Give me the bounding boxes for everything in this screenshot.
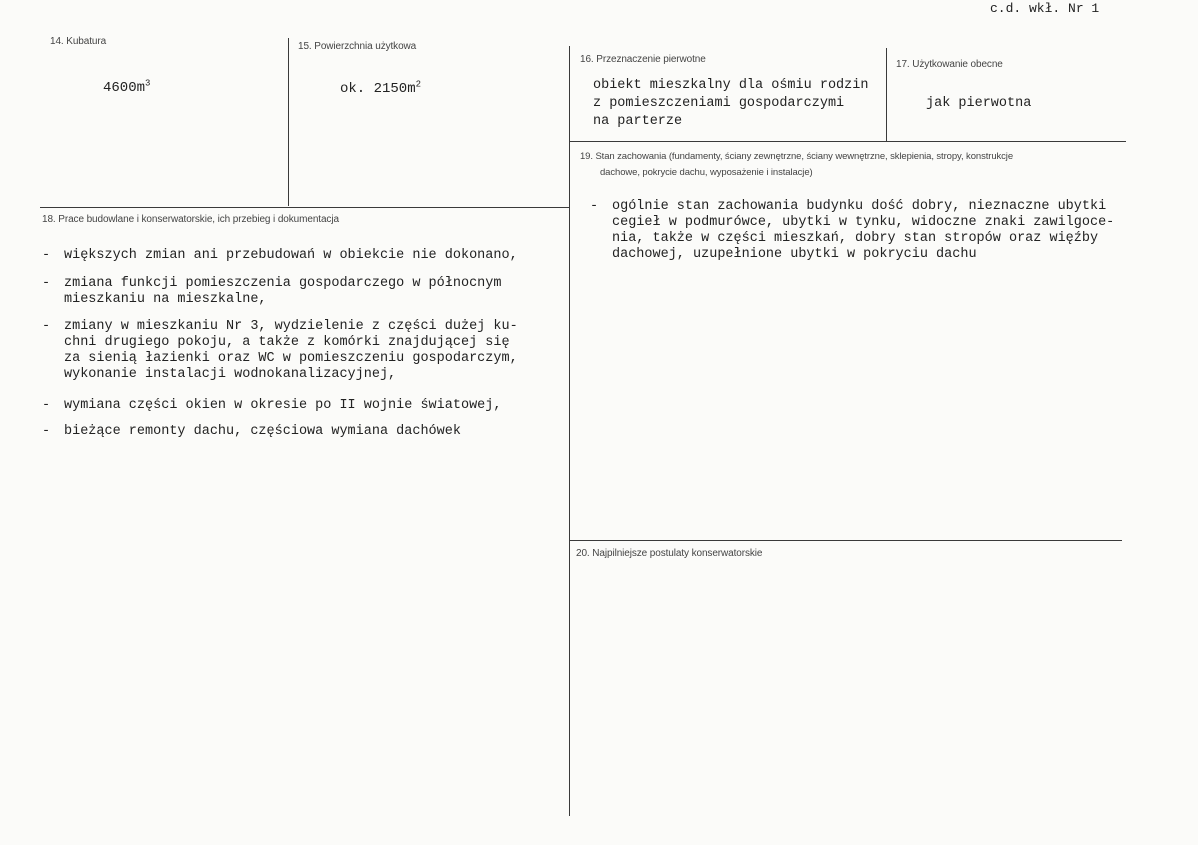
list-dash: - bbox=[42, 424, 51, 439]
list-item-line: wymiana części okien w okresie po II wojnie światowej, bbox=[64, 398, 502, 413]
field-19-label: 19. Stan zachowania (fundamenty, ściany zewnętrzne, ściany wewnętrzne, sklepienia, stropy, konstrukcje bbox=[580, 151, 1014, 162]
field-14-unit: 3 bbox=[145, 78, 151, 89]
field-14-value-text: 4600m bbox=[103, 80, 146, 96]
list-item bbox=[42, 319, 518, 383]
list-item-line: zmiana funkcji pomieszczenia gospodarczego w północnym bbox=[64, 276, 502, 291]
field-20-label: 20. Najpilniejsze postulaty konserwatorskie bbox=[576, 548, 763, 559]
divider-top-right bbox=[570, 141, 1126, 142]
list-dash: - bbox=[42, 319, 51, 334]
list-item bbox=[42, 424, 461, 440]
list-item-line: bieżące remonty dachu, częściowa wymiana dachówek bbox=[64, 424, 461, 439]
field-17-value: jak pierwotna bbox=[926, 96, 1032, 111]
list-dash: - bbox=[42, 398, 51, 413]
field-16-line-3: na parterze bbox=[593, 114, 683, 129]
list-item bbox=[42, 276, 501, 308]
list-item-line: za sienią łazienki oraz WC w pomieszczeniu gospodarczym, bbox=[64, 351, 518, 366]
field-16-label: 16. Przeznaczenie pierwotne bbox=[580, 54, 706, 65]
divider-16-17 bbox=[886, 48, 887, 142]
list-dash: - bbox=[42, 276, 51, 291]
field-18-label: 18. Prace budowlane i konserwatorskie, ich przebieg i dokumentacja bbox=[42, 214, 339, 225]
list-dash: - bbox=[590, 199, 599, 214]
field-19-line: ogólnie stan zachowania budynku dość dobry, nieznaczne ubytki bbox=[612, 199, 1107, 214]
list-item-line: mieszkaniu na mieszkalne, bbox=[64, 292, 267, 307]
divider-14-15 bbox=[288, 38, 289, 206]
field-15-value bbox=[340, 81, 421, 97]
field-15-label: 15. Powierzchnia użytkowa bbox=[298, 41, 417, 52]
list-item-line: wykonanie instalacji wodnokanalizacyjnej, bbox=[64, 367, 397, 382]
field-19-line: dachowej, uzupełnione ubytki w pokryciu dachu bbox=[612, 247, 977, 262]
list-item-line: chni drugiego pokoju, a także z komórki znajdującej się bbox=[64, 335, 510, 350]
field-19-line: nia, także w części mieszkań, dobry stan stropów oraz więźby bbox=[612, 231, 1099, 246]
field-16-line-2: z pomieszczeniami gospodarczymi bbox=[593, 96, 845, 111]
field-17-label: 17. Użytkowanie obecne bbox=[896, 59, 1003, 70]
field-19-text bbox=[590, 199, 1114, 263]
field-19-line: cegieł w podmurówce, ubytki w tynku, widoczne znaki zawilgoce- bbox=[612, 215, 1115, 230]
field-15-unit: 2 bbox=[415, 79, 422, 90]
divider-19-20 bbox=[570, 540, 1122, 541]
list-item-line: większych zmian ani przebudowań w obiekcie nie dokonano, bbox=[64, 248, 518, 263]
divider-top-left bbox=[40, 207, 570, 208]
field-16-line-1: obiekt mieszkalny dla ośmiu rodzin bbox=[593, 78, 869, 93]
list-item-line: zmiany w mieszkaniu Nr 3, wydzielenie z części dużej ku- bbox=[64, 319, 518, 334]
list-item bbox=[42, 398, 501, 414]
list-dash: - bbox=[42, 248, 51, 263]
sheet-reference: c.d. wkł. Nr 1 bbox=[990, 1, 1100, 16]
field-19-label-cont: dachowe, pokrycie dachu, wyposażenie i instalacje) bbox=[600, 167, 813, 178]
field-15-value-text: ok. 2150m bbox=[340, 81, 416, 97]
field-14-value bbox=[103, 80, 150, 96]
divider-main-vertical bbox=[569, 46, 570, 816]
list-item bbox=[42, 248, 518, 264]
field-14-label: 14. Kubatura bbox=[50, 36, 107, 47]
